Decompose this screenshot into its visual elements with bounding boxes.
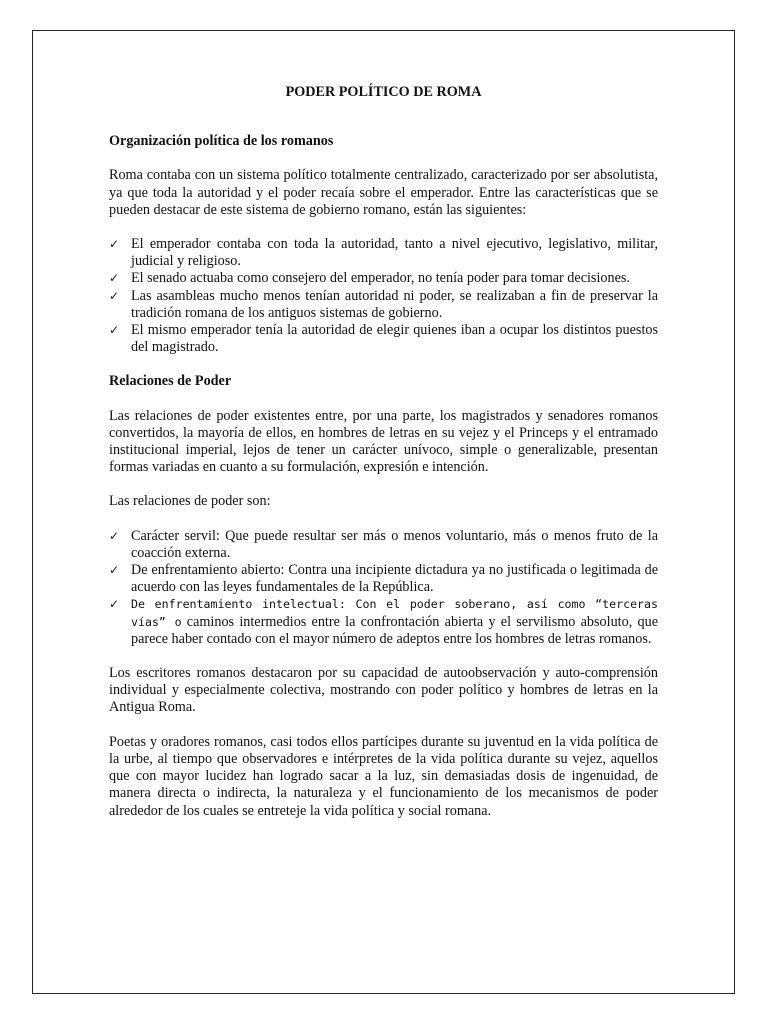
paragraph: Los escritores romanos destacaron por su capacidad de autoobservación y auto-comprensión individual y especialmente colectiva, mostrando con poder político y hombres de letras en la Antigua Roma.: [109, 665, 658, 716]
list-item: [109, 322, 658, 356]
list-item-text: Las asambleas mucho menos tenían autoridad ni poder, se realizaban a fin de preservar la tradición romana de los antiguos sistemas de gobierno.: [131, 287, 658, 321]
list-item-text: caminos intermedios entre la confrontación abierta y el servilismo absoluto, que parece haber contado con el mayor número de adeptos entre los hombres de letras romanos.: [131, 613, 658, 647]
checkmark-icon: ✓: [109, 288, 120, 303]
list-item: [109, 236, 658, 270]
list-item: [109, 562, 658, 596]
paragraph: Las relaciones de poder existentes entre, por una parte, los magistrados y senadores romanos convertidos, la mayoría de ellos, en hombres de letras en su vejez y el Princeps y el entramado institucional imperial, lejos de tener un carácter unívoco, simple o generalizable, presentan formas variadas en cuanto a su formulación, expresión e intención.: [109, 407, 658, 476]
checklist-organizacion: [109, 236, 658, 356]
section-heading-organizacion: Organización política de los romanos: [109, 133, 334, 150]
list-item: [109, 270, 658, 287]
checkmark-icon: ✓: [109, 528, 120, 543]
list-item-text: El senado actuaba como consejero del emperador, no tenía poder para tomar decisiones.: [131, 270, 630, 287]
list-item-text: Carácter servil: Que puede resultar ser más o menos voluntario, más o menos fruto de la coacción externa.: [131, 527, 658, 561]
paragraph: Las relaciones de poder son:: [109, 493, 271, 510]
section-heading-relaciones: Relaciones de Poder: [109, 373, 232, 390]
checkmark-icon: ✓: [109, 563, 120, 578]
list-item: [109, 288, 658, 322]
list-item: [109, 528, 658, 562]
list-item-text-lead: De enfrentamiento intelectual: Con el poder soberano, así como “terceras vías” o: [131, 597, 658, 629]
list-item-text: El mismo emperador tenía la autoridad de elegir quienes iban a ocupar los distintos puestos del magistrado.: [131, 322, 658, 356]
paragraph: Poetas y oradores romanos, casi todos ellos partícipes durante su juventud en la vida política de la urbe, al tiempo que observadores e intérpretes de la vida política durante su vejez, aquellos que con mayor lucidez han logrado sacar a la luz, sin demasiadas dosis de ingenuidad, de manera directa o indirecta, la naturaleza y el funcionamiento de los mecanismos de poder alrededor de los cuales se entreteje la vida política y social romana.: [109, 733, 658, 819]
document-title: PODER POLÍTICO DE ROMA: [285, 84, 482, 100]
checkmark-icon: ✓: [109, 237, 120, 252]
checkmark-icon: ✓: [109, 597, 120, 612]
document-body: [109, 84, 658, 837]
list-item-text: El emperador contaba con toda la autoridad, tanto a nivel ejecutivo, legislativo, militar, judicial y religioso.: [131, 236, 658, 270]
checkmark-icon: ✓: [109, 323, 120, 338]
checklist-relaciones: [109, 528, 658, 648]
intro-paragraph: Roma contaba con un sistema político totalmente centralizado, caracterizado por ser absolutista, ya que toda la autoridad y el poder recaía sobre el emperador. Entre las características que se pueden destacar de este sistema de gobierno romano, están las siguientes:: [109, 167, 658, 218]
list-item-text: De enfrentamiento abierto: Contra una incipiente dictadura ya no justificada o legitimada de acuerdo con las leyes fundamentales de la República.: [131, 562, 658, 596]
checkmark-icon: ✓: [109, 271, 120, 286]
list-item: [109, 596, 658, 648]
